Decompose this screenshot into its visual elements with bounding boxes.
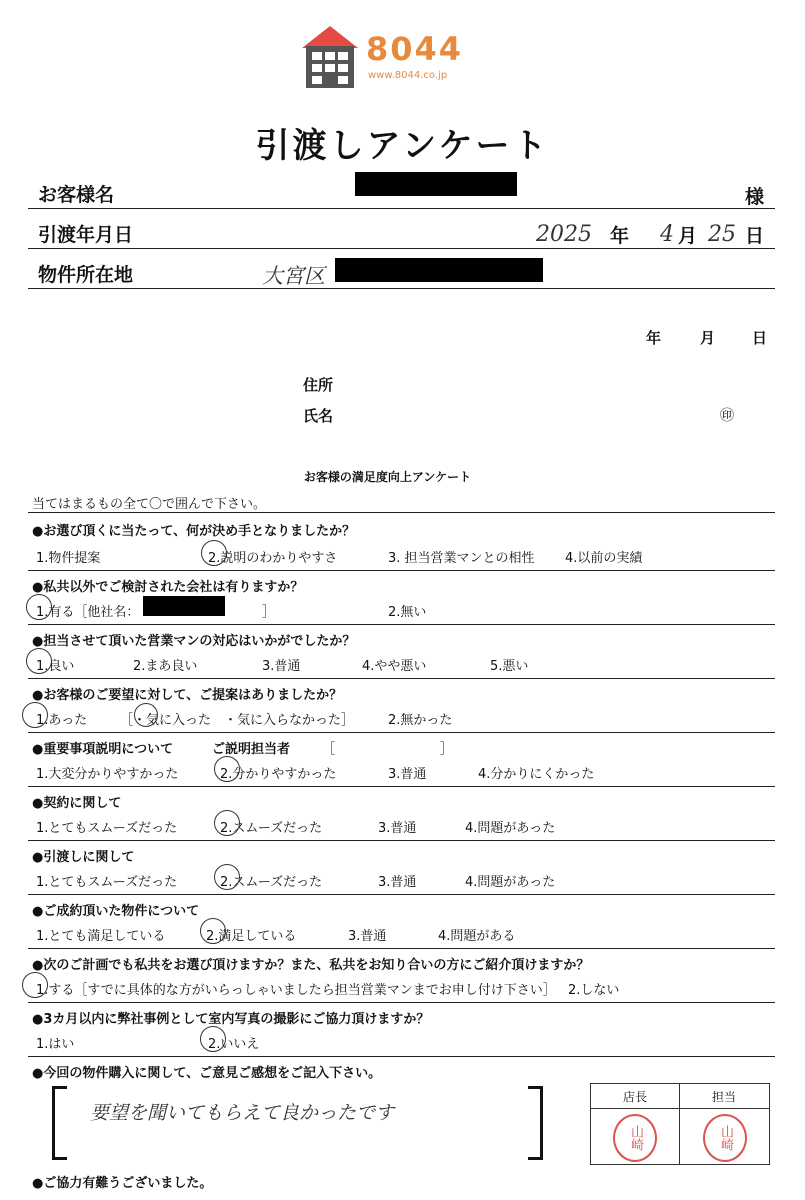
- date-day-handwritten: 25: [708, 222, 736, 247]
- divider-line: [28, 786, 775, 787]
- logo-url: www.8044.co.jp: [368, 70, 448, 81]
- page-title: 引渡しアンケート: [255, 126, 550, 166]
- divider-line: [28, 512, 775, 513]
- option: 1.する［すでに具体的な方がいらっしゃいましたら担当営業マンまでお申し付け下さい］: [36, 983, 556, 998]
- question: ●お選び頂くに当たって、何が決め手となりましたか？: [32, 524, 356, 539]
- answer-circle: [22, 702, 48, 728]
- divider-line: [28, 288, 775, 289]
- answer-circle: [214, 810, 240, 836]
- divider-line: [28, 248, 775, 249]
- option: 2.分かりやすかった: [220, 767, 337, 782]
- divider-line: [28, 840, 775, 841]
- sig-address-label: 住所: [303, 376, 334, 394]
- divider-line: [28, 570, 775, 571]
- answer-circle: [200, 918, 226, 944]
- question: ●私共以外でご検討された会社は有りますか？: [32, 580, 304, 595]
- answer-circle: [200, 1026, 226, 1052]
- option: 4.やや悪い: [362, 659, 427, 674]
- bracket: ［: [322, 742, 336, 757]
- question-sub: ご説明担当者: [212, 742, 291, 757]
- option: 2.スムーズだった: [220, 821, 323, 836]
- customer-label: お客様名: [38, 184, 115, 206]
- option: 3.普通: [378, 875, 417, 890]
- property-address-redacted: [335, 258, 543, 282]
- sig-month: 月: [700, 329, 716, 347]
- option: 3.普通: [348, 929, 387, 944]
- option: 1.とてもスムーズだった: [36, 875, 178, 890]
- option: 2.スムーズだった: [220, 875, 323, 890]
- question: ●重要事項説明について: [32, 742, 174, 757]
- house-logo-icon: [298, 22, 362, 90]
- competitor-redacted: [143, 596, 225, 616]
- option: 2.無かった: [388, 713, 453, 728]
- answer-circle: [26, 594, 52, 620]
- stamp-box: [590, 1083, 770, 1165]
- customer-suffix: 様: [745, 186, 765, 208]
- option: 4.問題がある: [438, 929, 516, 944]
- date-month-handwritten: 4: [660, 222, 674, 247]
- answer-circle: [201, 540, 227, 566]
- option: 3.普通: [388, 767, 427, 782]
- sig-year: 年: [646, 329, 662, 347]
- question: ●ご成約頂いた物件について: [32, 904, 200, 919]
- question: ●引渡しに関して: [32, 850, 135, 865]
- comment-handwritten: 要望を聞いてもらえて良かったです: [90, 1102, 395, 1124]
- divider-line: [28, 208, 775, 209]
- comment-bracket-right: [528, 1086, 543, 1160]
- divider-line: [28, 948, 775, 949]
- option: 5.悪い: [490, 659, 529, 674]
- option: 2.いいえ: [208, 1037, 260, 1052]
- logo-name: 8044: [366, 30, 464, 68]
- option: 1.とてもスムーズだった: [36, 821, 178, 836]
- date-label: 引渡年月日: [38, 224, 134, 246]
- option: 1.大変分かりやすかった: [36, 767, 179, 782]
- option: 3.普通: [262, 659, 301, 674]
- comment-question: ●今回の物件購入に関して、ご意見ご感想をご記入下さい。: [32, 1066, 382, 1081]
- divider-line: [28, 732, 775, 733]
- option: 2.説明のわかりやすさ: [208, 551, 338, 566]
- date-day: 日: [745, 225, 765, 247]
- divider-line: [28, 1056, 775, 1057]
- divider-line: [28, 894, 775, 895]
- question: ●次のご計画でも私共をお選び頂けますか？また、私共をお知り合いの方にご紹介頂けますか？: [32, 958, 590, 973]
- closing: ●ご協力有難うございました。: [32, 1176, 213, 1191]
- divider-line: [28, 624, 775, 625]
- sig-day: 日: [752, 329, 768, 347]
- option: 1.良い: [36, 659, 75, 674]
- option: 2.まあ良い: [133, 659, 198, 674]
- date-year-handwritten: 2025: [536, 222, 592, 247]
- option: 1.有る［他社名：: [36, 605, 140, 620]
- date-year: 年: [610, 225, 630, 247]
- question: ●お客様のご要望に対して、ご提案はありましたか？: [32, 688, 343, 703]
- manager-seal: 山崎: [613, 1114, 657, 1162]
- divider-line: [28, 678, 775, 679]
- option: ］: [262, 605, 276, 620]
- staff-label: 担当: [711, 1090, 736, 1104]
- manager-label: 店長: [622, 1090, 647, 1104]
- seal-mark: ㊞: [720, 408, 734, 424]
- answer-circle: [22, 972, 48, 998]
- option: 3. 担当営業マンとの相性: [388, 551, 535, 566]
- staff-seal: 山崎: [703, 1114, 747, 1162]
- date-month: 月: [678, 225, 698, 247]
- answer-circle: [214, 864, 240, 890]
- question: ●担当させて頂いた営業マンの対応はいかがでしたか？: [32, 634, 356, 649]
- answer-circle: [214, 756, 240, 782]
- customer-name-redacted: [355, 172, 517, 196]
- option: 3.普通: [378, 821, 417, 836]
- option: ［・気に入った ・気に入らなかった］: [120, 713, 355, 728]
- option: 4.分かりにくかった: [478, 767, 595, 782]
- sig-name-label: 氏名: [303, 407, 334, 425]
- option: 1.あった: [36, 713, 88, 728]
- option: 2.無い: [388, 605, 427, 620]
- question: ●3カ月以内に弊社事例として室内写真の撮影にご協力頂けますか？: [32, 1012, 430, 1027]
- option: 1.物件提案: [36, 551, 101, 566]
- option: 2.満足している: [206, 929, 297, 944]
- divider-line: [28, 1002, 775, 1003]
- option: 2.しない: [568, 983, 620, 998]
- survey-title: お客様の満足度向上アンケート: [303, 470, 472, 484]
- instruction: 当てはまるもの全て〇で囲んで下さい。: [32, 497, 267, 512]
- option: 1.はい: [36, 1037, 75, 1052]
- question: ●契約に関して: [32, 796, 122, 811]
- bracket: ］: [440, 742, 454, 757]
- property-handwritten: 大宮区: [262, 264, 325, 288]
- property-label: 物件所在地: [38, 264, 134, 286]
- option: 4.問題があった: [465, 875, 556, 890]
- logo: [298, 22, 488, 92]
- answer-circle: [26, 648, 52, 674]
- option: 1.とても満足している: [36, 929, 166, 944]
- comment-bracket-left: [52, 1086, 67, 1160]
- answer-circle: [134, 703, 158, 727]
- option: 4.以前の実績: [565, 551, 643, 566]
- stamp-divider-h: [591, 1108, 769, 1109]
- option: 4.問題があった: [465, 821, 556, 836]
